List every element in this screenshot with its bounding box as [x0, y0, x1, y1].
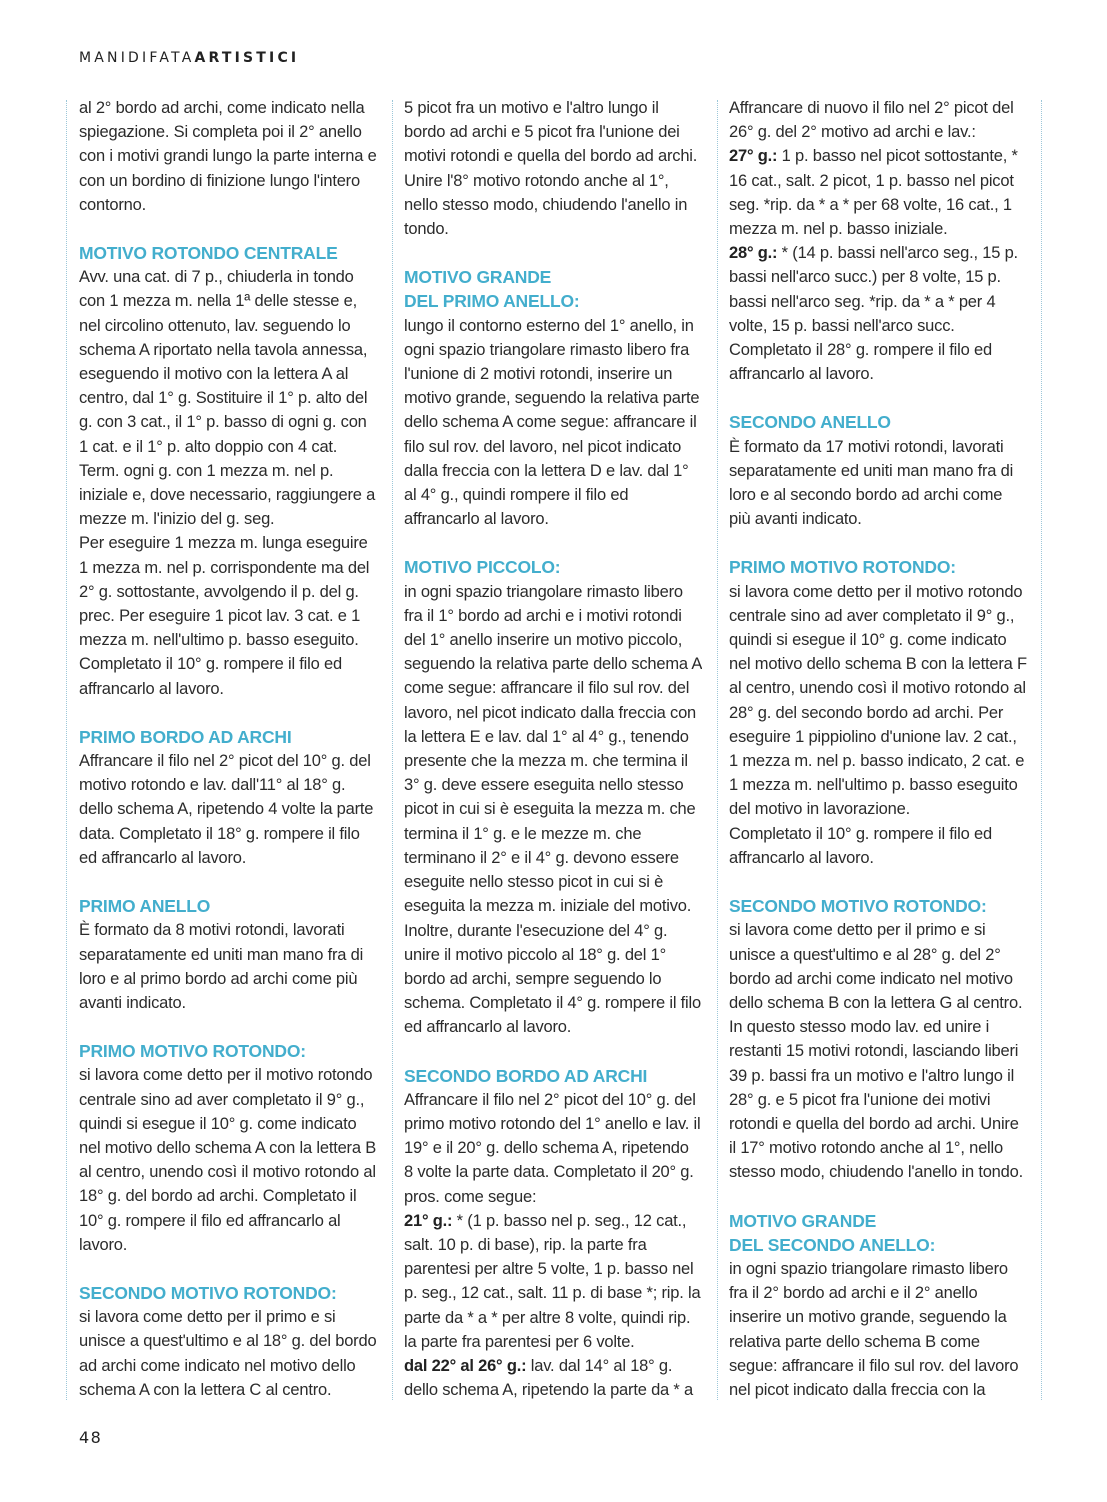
column-separator [717, 100, 718, 1400]
text-column-1 [79, 96, 377, 1400]
column-separator [66, 100, 67, 1400]
paragraph: Affrancare il filo nel 2° picot del 10° g. del primo motivo rotondo del 1° anello e lav. il 19° e il 20° g. dello schema A, ripetendo 8 volte la parte data. Completato il 20° g. pros. come segue: [404, 1090, 701, 1206]
paragraph: lungo il contorno esterno del 1° anello, in ogni spazio triangolare rimasto libero fra l'unione di 2 motivi rotondi, inserire un motivo grande, seguendo la relativa parte dello schema A come segue: affrancare il filo sul rov. del lavoro, nel picot indicato dalla freccia con la lettera D e lav. dal 1° al 4° g., quindi rompere il filo ed affrancarlo al lavoro. [404, 316, 700, 529]
paragraph: si lavora come detto per il motivo rotondo centrale sino ad aver completato il 9° g., quindi si esegue il 10° g. come indicato nel motivo dello schema A con la lettera B al centro, unendo così il motivo rotondo al 18° g. del bordo ad archi. Completato il 10° g. rompere il filo ed affrancarlo al lavoro. [79, 1066, 377, 1254]
section-heading: PRIMO MOTIVO ROTONDO: [729, 557, 956, 578]
column-separator [392, 100, 393, 1400]
round-text: * (1 p. basso nel p. seg., 12 cat., salt. 10 p. di base), rip. la parte fra parentesi per altre 5 volte, 1 p. basso nel p. seg., 12 cat., salt. 11 p. di base *; rip. la parte da * a * per altre 8 volte, quindi rip. la parte fra parentesi per 6 volte. [404, 1211, 701, 1351]
round-label: 21° g.: [404, 1211, 453, 1230]
paragraph: si lavora come detto per il primo e si unisce a quest'ultimo e al 28° g. del 2° bordo ad archi come indicato nel motivo dello schema B con la lettera G al centro. [729, 921, 1023, 1012]
paragraph: Completato il 28° g. rompere il filo ed affrancarlo al lavoro. [729, 341, 992, 384]
paragraph: In questo stesso modo lav. ed unire i restanti 15 motivi rotondi, lasciando liberi 39 p. bassi fra un motivo e l'altro lungo il 28° g. e 5 picot fra l'unione dei motivi rotondi e quella del bordo ad archi. Unire il 17° motivo rotondo anche al 1°, nello stesso modo, chiudendo l'anello in tondo. [729, 1018, 1023, 1182]
paragraph: Affrancare di nuovo il filo nel 2° picot del 26° g. del 2° motivo ad archi e lav.: [729, 99, 1014, 142]
paragraph: 5 picot fra un motivo e l'altro lungo il bordo ad archi e 5 picot fra l'unione dei motivi rotondi e quella del bordo ad archi. Unire l'8° motivo rotondo anche al 1°, nello stesso modo, chiudendo l'anello in tondo. [404, 99, 698, 239]
section-heading: SECONDO MOTIVO ROTONDO: [729, 896, 987, 917]
paragraph: Completato il 10° g. rompere il filo ed affrancarlo al lavoro. [79, 655, 342, 698]
paragraph: È formato da 17 motivi rotondi, lavorati separatamente ed uniti man mano fra di loro e al secondo bordo ad archi come più avanti indicato. [729, 437, 1014, 529]
section-heading: SECONDO ANELLO [729, 412, 891, 433]
header-prefix: MANIDIFATA [79, 50, 195, 66]
text-column-2 [404, 96, 702, 1400]
round-label: 27° g.: [729, 147, 778, 166]
round-label: dal 22° al 26° g.: [404, 1356, 527, 1375]
section-heading: MOTIVO GRANDE [404, 267, 552, 288]
paragraph: Per eseguire 1 mezza m. lunga eseguire 1 mezza m. nel p. corrispondente ma del 2° g. sottostante, avvolgendo il p. del g. prec. Per eseguire 1 picot lav. 3 cat. e 1 mezza m. nell'ultimo p. basso eseguito. [79, 534, 370, 650]
section-heading: SECONDO BORDO AD ARCHI [404, 1065, 648, 1086]
round-label: 28° g.: [729, 244, 778, 263]
column-separator [1041, 100, 1042, 1400]
paragraph: si lavora come detto per il motivo rotondo centrale sino ad aver completato il 9° g., quindi si esegue il 10° g. come indicato nel motivo dello schema B con la lettera F al centro, unendo così il motivo rotondo al 28° g. del secondo bordo ad archi. Per eseguire 1 pippiolino d'unione lav. 2 cat., 1 mezza m. nel p. basso indicato, 2 cat. e 1 mezza m. nell'ultimo p. basso eseguito del motivo in lavorazione. [729, 582, 1027, 819]
paragraph [729, 241, 1027, 338]
paragraph: È formato da 8 motivi rotondi, lavorati separatamente ed uniti man mano fra di loro e al primo bordo ad archi come più avanti indicato. [79, 921, 364, 1012]
round-text: 1 p. basso nel picot sottostante, * 16 cat., salt. 2 picot, 1 p. basso nel picot seg. *rip. da * a * per 68 volte, 16 cat., 1 mezza m. nel p. basso iniziale. [729, 147, 1018, 239]
paragraph: al 2° bordo ad archi, come indicato nella spiegazione. Si completa poi il 2° anello con i motivi grandi lungo la parte interna e con un bordino di finizione lungo l'intero contorno. [79, 99, 377, 214]
section-heading: SECONDO MOTIVO ROTONDO: [79, 1282, 337, 1303]
section-heading: PRIMO MOTIVO ROTONDO: [79, 1041, 306, 1062]
paragraph [729, 144, 1027, 241]
magazine-header [79, 50, 299, 66]
section-heading: PRIMO ANELLO [79, 896, 211, 917]
paragraph [404, 1209, 702, 1354]
round-text: lav. dal 14° al 18° g. dello schema A, ripetendo la parte da * a [404, 1356, 693, 1400]
paragraph: si lavora come detto per il primo e si unisce a quest'ultimo e al 18° g. del bordo ad archi come indicato nel motivo dello schema A con la lettera C al centro. [79, 1308, 377, 1399]
section-heading: DEL SECONDO ANELLO: [729, 1234, 936, 1255]
header-bold: ARTISTICI [194, 50, 300, 66]
paragraph [404, 1354, 702, 1400]
section-heading: MOTIVO ROTONDO CENTRALE [79, 243, 338, 264]
paragraph: in ogni spazio triangolare rimasto libero fra il 1° bordo ad archi e i motivi rotondi del 1° anello inserire un motivo piccolo, seguendo la relativa parte dello schema A come segue: affrancare il filo sul rov. del lavoro, nel picot indicato dalla freccia con la lettera E e lav. dal 1° al 4° g., tenendo presente che la mezza m. che termina il 3° g. deve essere eseguita nello stesso picot in cui si è eseguita la mezza m. che termina il 1° g. e le mezze m. che terminano il 2° e il 4° g. devono essere eseguite nello stesso picot in cui si è eseguita la mezza m. iniziale del motivo. Inoltre, durante l'esecuzione del 4° g. unire il motivo piccolo al 18° g. del 1° bordo ad archi, sempre seguendo lo schema. Completato il 4° g. rompere il filo ed affrancarlo al lavoro. [404, 582, 702, 1037]
section-heading: MOTIVO GRANDE [729, 1210, 877, 1231]
paragraph: in ogni spazio triangolare rimasto libero fra il 2° bordo ad archi e il 2° anello inserire un motivo grande, seguendo la relativa parte dello schema B come segue: affrancare il filo sul rov. del lavoro nel picot indicato dalla freccia con la [729, 1259, 1019, 1399]
round-text: * (14 p. bassi nell'arco seg., 15 p. bassi nell'arco succ.) per 8 volte, 15 p. bassi nell'arco seg. *rip. da * a * per 4 volte, 15 p. bassi nell'arco succ. [729, 244, 1018, 335]
paragraph: Avv. una cat. di 7 p., chiuderla in tondo con 1 mezza m. nella 1ª delle stesse e, nel circolino ottenuto, lav. seguendo lo schema A riportato nella tavola annessa, eseguendo il motivo con la lettera A al centro, dal 1° g. Sostituire il 1° p. alto del g. con 3 cat., il 1° p. basso di ogni g. con 1 cat. e il 1° p. alto doppio con 4 cat. Term. ogni g. con 1 mezza m. nel p. iniziale e, dove necessario, raggiungere a mezze m. l'inizio del g. seg. [79, 268, 376, 529]
section-heading: DEL PRIMO ANELLO: [404, 291, 580, 312]
page-number: 48 [79, 1428, 103, 1447]
section-heading: PRIMO BORDO AD ARCHI [79, 726, 292, 747]
text-column-3 [729, 96, 1027, 1400]
paragraph: Affrancare il filo nel 2° picot del 10° g. del motivo rotondo e lav. dall'11° al 18° g. dello schema A, ripetendo 4 volte la parte data. Completato il 18° g. rompere il filo ed affrancarlo al lavoro. [79, 752, 374, 867]
paragraph: Completato il 10° g. rompere il filo ed affrancarlo al lavoro. [729, 824, 992, 867]
section-heading: MOTIVO PICCOLO: [404, 557, 561, 578]
